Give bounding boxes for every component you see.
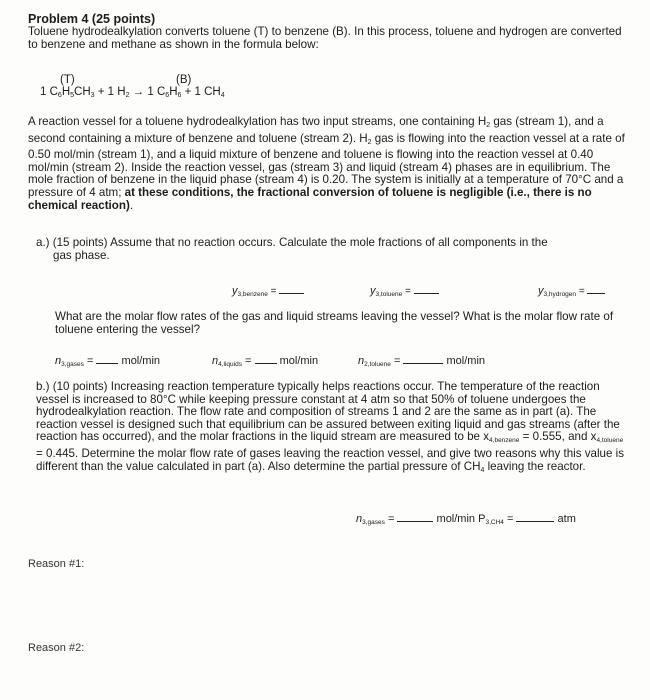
n-symbol: n <box>55 355 62 367</box>
x-sub: 4,benzene <box>489 437 520 445</box>
eq-sub: 6 <box>165 92 170 99</box>
n-toluene-blank[interactable] <box>403 363 443 364</box>
y-toluene-blank[interactable] <box>414 293 439 294</box>
part-b-answers <box>356 513 576 526</box>
y-sub: 3,hydrogen <box>543 291 577 298</box>
unit: mol/min <box>446 355 486 367</box>
eq-sub: 2 <box>125 92 130 99</box>
unit: mol/min <box>279 355 319 367</box>
reason-1-label: Reason #1: <box>28 558 85 570</box>
reason-2-label: Reason #2: <box>28 642 85 654</box>
equals: = <box>405 286 411 297</box>
eq-part: H <box>61 86 71 98</box>
eq-sub: 5 <box>70 92 75 99</box>
n-liquids-answer <box>212 355 318 368</box>
eq-part: + 1 CH <box>181 86 221 98</box>
equals: = <box>578 286 585 297</box>
n-symbol: n <box>358 355 365 367</box>
eq-part: CH <box>74 86 91 98</box>
problem-title: Problem 4 (25 points) <box>28 12 156 26</box>
part-b-text: = 0.445. Determine the molar flow rate of gases leaving the reaction vessel, and give two reasons why this value is different than the value calculated in part (a). Also determine the partial pressure of CH <box>36 446 625 473</box>
n-gases-answer <box>55 355 160 368</box>
n-sub: 3,gases <box>61 361 84 368</box>
part-a-question <box>36 237 626 262</box>
p-ch4-blank[interactable] <box>516 521 554 522</box>
ch4-sub: 4 <box>480 466 485 474</box>
eq-sub: 3 <box>90 92 95 99</box>
unit: mol/min <box>121 355 161 367</box>
desc-bold: at these conditions, the fractional conversion of toluene is negligible (i.e., there is no chemical reaction) <box>28 185 592 212</box>
x-sub: 4,toluene <box>596 437 624 445</box>
part-a-label: a.) (15 points) Assume that no reaction occurs. Calculate the mole fractions of all components in the <box>36 236 548 249</box>
description-text <box>28 116 628 212</box>
n-gases-b-blank[interactable] <box>397 521 433 522</box>
p-symbol: P <box>478 513 486 525</box>
y-benzene-answer <box>232 285 304 298</box>
equals: = <box>393 355 401 367</box>
desc-part: . <box>129 198 134 212</box>
desc-sub: 2 <box>367 138 372 146</box>
desc-sub: 2 <box>486 122 491 129</box>
part-b-text: b.) (10 points) Increasing reaction temperature typically helps reactions occur. The temperature of the reaction vessel is increased to 80°C while keeping pressure constant at 4 atm so that 50% of toluene undergoes the hydrodealkylation reaction. The flow rate and composition of streams 1 and 2 are the same as in part (a). The reaction vessel is designed such that equilibrium can be assured between exiting liquid and gas streams (after the reaction has occurred), and the molar fractions in the liquid stream are measured to be x <box>36 380 620 444</box>
n-sub: 3,gases <box>362 519 385 526</box>
y-sub: 3,toluene <box>375 291 403 298</box>
equals: = <box>387 513 395 525</box>
label-benzene: (B) <box>176 74 192 86</box>
equals: = <box>506 513 514 525</box>
p-sub: 3,CH4 <box>485 519 504 526</box>
y-symbol: y <box>370 285 376 297</box>
eq-part: H <box>169 86 178 98</box>
equals: = <box>86 355 94 367</box>
y-benzene-blank[interactable] <box>279 293 304 294</box>
reaction-equation <box>40 86 225 99</box>
part-a-label-cont: gas phase. <box>53 248 110 262</box>
desc-part: gas is flowing into the reaction vessel at a rate of 0.50 mol/min (stream 1), and a liquid mixture of benzene and toluene is flowing into the reaction vessel at 0.40 mol/min (stream 2). Inside the reaction vessel, gas (stream 3) and liquid (stream 4) phases are in equilibrium. The mole fraction of benzene in the liquid phase (stream 4) is 0.20. The system is initially at a temperature of 70°C and a pressure of 4 atm; <box>28 131 625 199</box>
n-symbol: n <box>356 513 363 525</box>
equals: = <box>270 286 277 297</box>
eq-part: + 1 H <box>94 86 126 98</box>
y-toluene-answer <box>370 285 439 298</box>
eq-part: → 1 C <box>129 86 166 98</box>
n-symbol: n <box>212 355 219 367</box>
part-a-question-2: What are the molar flow rates of the gas and liquid streams leaving the vessel? What is the molar flow rate of toluene entering the vessel? <box>55 310 614 336</box>
unit: mol/min <box>436 513 476 525</box>
part-b-text: = 0.555, and x <box>519 430 597 444</box>
unit-atm: atm <box>557 513 576 525</box>
n-toluene-answer <box>358 355 485 368</box>
desc-part: A reaction vessel for a toluene hydrodealkylation has two input streams, one containing H <box>28 115 487 128</box>
n-liquids-blank[interactable] <box>255 363 277 364</box>
y-hydrogen-answer <box>538 285 605 298</box>
y-hydrogen-blank[interactable] <box>587 293 605 294</box>
n-sub: 4,liquids <box>218 361 242 368</box>
n-sub: 2,toluene <box>364 361 391 368</box>
y-sub: 3,benzene <box>237 291 268 298</box>
y-symbol: y <box>538 285 544 297</box>
eq-sub: 6 <box>177 92 182 99</box>
part-b-text: leaving the reactor. <box>484 459 586 473</box>
y-symbol: y <box>232 285 238 297</box>
n-gases-blank[interactable] <box>96 363 118 364</box>
desc-part: gas (stream 1), and a second containing a mixture of benzene and toluene (stream 2). H <box>28 115 604 145</box>
intro-text: Toluene hydrodealkylation converts toluene (T) to benzene (B). In this process, toluene and hydrogen are converted to benzene and methane as shown in the formula below: <box>28 25 622 51</box>
equals: = <box>245 355 252 367</box>
eq-sub: 6 <box>57 92 62 99</box>
eq-sub: 4 <box>220 92 225 99</box>
eq-part: 1 C <box>40 86 58 98</box>
label-toluene: (T) <box>60 74 75 86</box>
part-b-question <box>36 381 626 477</box>
